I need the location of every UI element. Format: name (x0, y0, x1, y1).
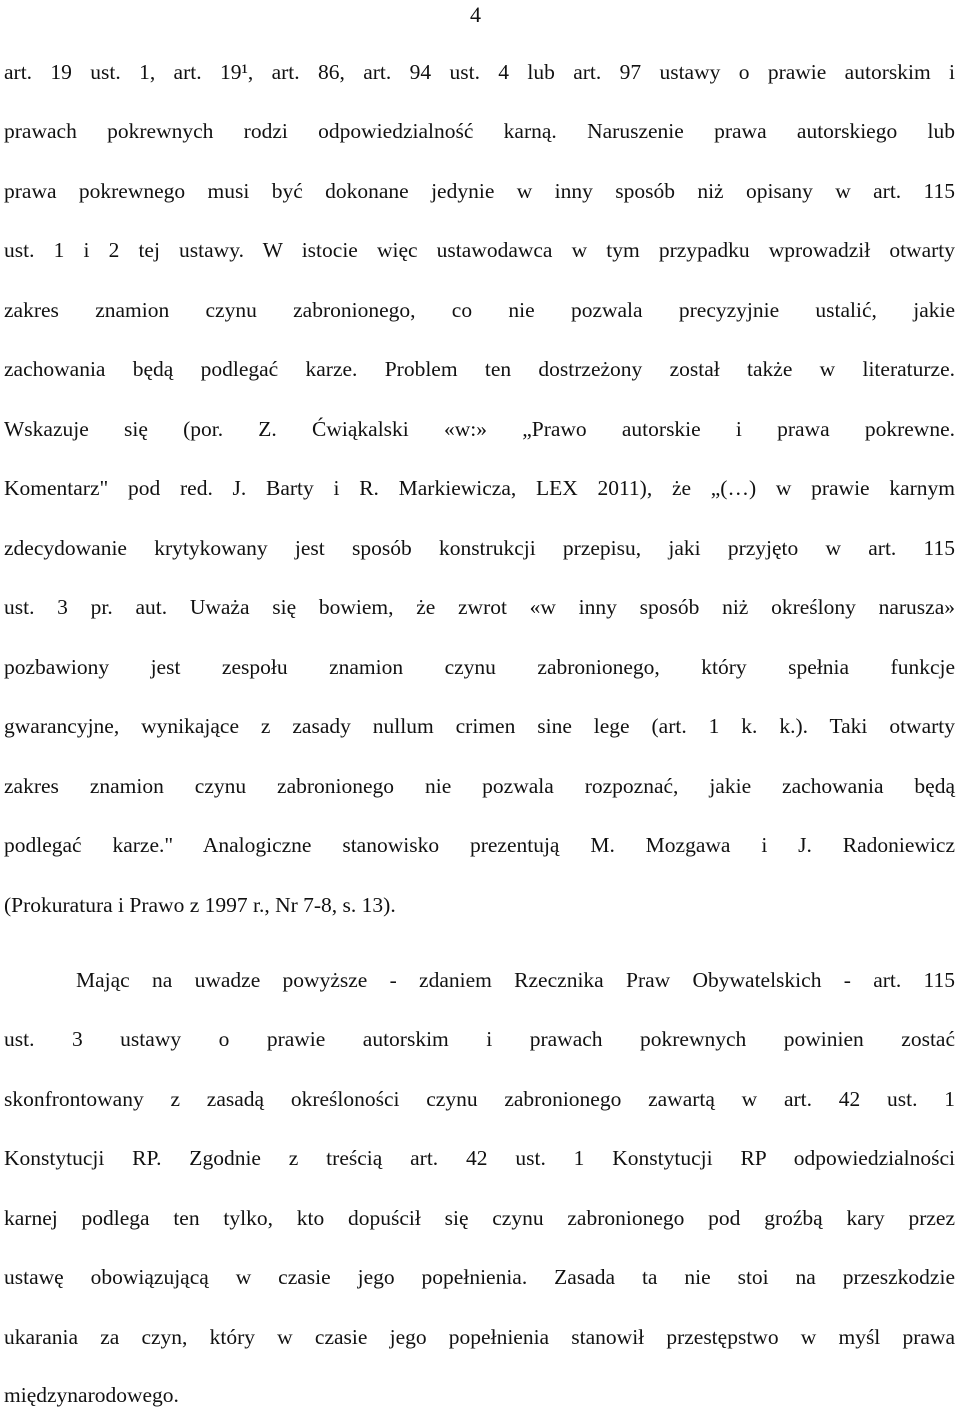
text-line: pozbawiony jest zespołu znamion czynu zabronionego, który spełnia funkcje (4, 655, 955, 679)
page-number: 4 (470, 2, 481, 27)
text-line: karnej podlega ten tylko, kto dopuścił się czynu zabronionego pod groźbą kary przez (4, 1206, 955, 1230)
text-line: zdecydowanie krytykowany jest sposób konstrukcji przepisu, jaki przyjęto w art. 115 (4, 536, 955, 560)
text-line: prawach pokrewnych rodzi odpowiedzialność karną. Naruszenie prawa autorskiego lub (4, 119, 955, 143)
text-line: podlegać karze." Analogiczne stanowisko prezentują M. Mozgawa i J. Radoniewicz (4, 833, 955, 857)
text-line: Wskazuje się (por. Z. Ćwiąkalski «w:» „Prawo autorskie i prawa pokrewne. (4, 417, 955, 441)
text-line: Komentarz" pod red. J. Barty i R. Markiewicza, LEX 2011), że „(…) w prawie karnym (4, 476, 955, 500)
text-line: art. 19 ust. 1, art. 19¹, art. 86, art. 94 ust. 4 lub art. 97 ustawy o prawie autorskim i (4, 60, 955, 84)
text-line: ukarania za czyn, który w czasie jego popełnienia stanowił przestępstwo w myśl prawa (4, 1325, 955, 1349)
text-line: skonfrontowany z zasadą określoności czynu zabronionego zawartą w art. 42 ust. 1 (4, 1087, 955, 1111)
text-line: zakres znamion czynu zabronionego, co nie pozwala precyzyjnie ustalić, jakie (4, 298, 955, 322)
text-line: gwarancyjne, wynikające z zasady nullum crimen sine lege (art. 1 k. k.). Taki otwarty (4, 714, 955, 738)
text-line: ust. 3 ustawy o prawie autorskim i prawach pokrewnych powinien zostać (4, 1027, 955, 1051)
paragraph-first-line: Mając na uwadze powyższe - zdaniem Rzecznika Praw Obywatelskich - art. 115 (76, 968, 955, 992)
text-line: ustawę obowiązującą w czasie jego popełnienia. Zasada ta nie stoi na przeszkodzie (4, 1265, 955, 1289)
text-line: zachowania będą podlegać karze. Problem ten dostrzeżony został także w literaturze. (4, 357, 955, 381)
text-line: prawa pokrewnego musi być dokonane jedynie w inny sposób niż opisany w art. 115 (4, 179, 955, 203)
text-line: Konstytucji RP. Zgodnie z treścią art. 42 ust. 1 Konstytucji RP odpowiedzialności (4, 1146, 955, 1170)
text-line: zakres znamion czynu zabronionego nie pozwala rozpoznać, jakie zachowania będą (4, 774, 955, 798)
text-line: ust. 1 i 2 tej ustawy. W istocie więc ustawodawca w tym przypadku wprowadził otwarty (4, 238, 955, 262)
text-line: ust. 3 pr. aut. Uważa się bowiem, że zwrot «w inny sposób niż określony narusza» (4, 595, 955, 619)
text-line: międzynarodowego. (4, 1383, 179, 1407)
text-line: (Prokuratura i Prawo z 1997 r., Nr 7-8, s. 13). (4, 893, 396, 917)
